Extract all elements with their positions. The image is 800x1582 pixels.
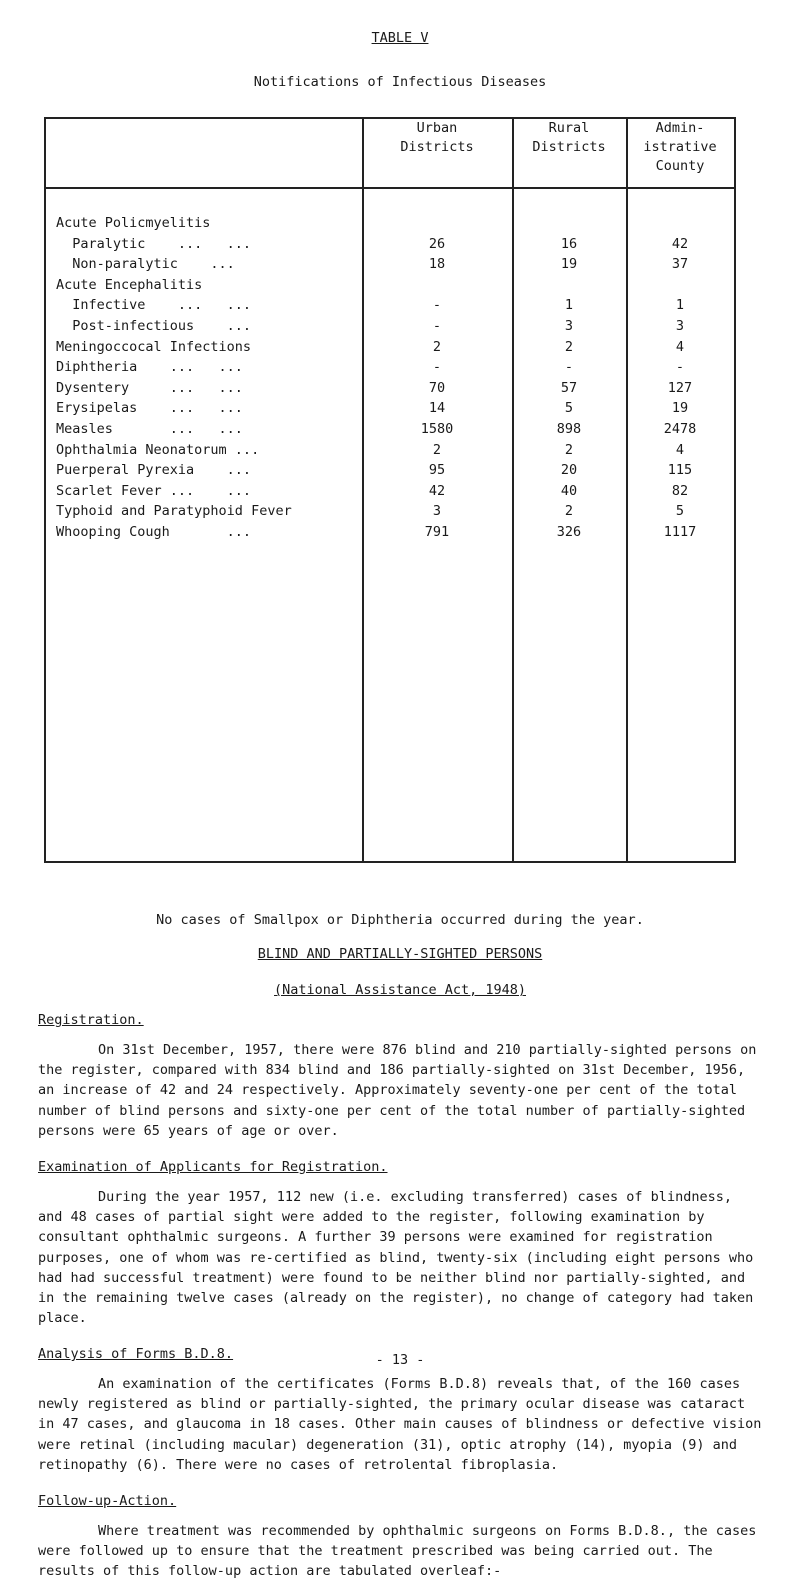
column-header-line: Rural xyxy=(548,120,590,136)
examination-paragraph: During the year 1957, 112 new (i.e. excluding transferred) cases of blindness, and 48 cases of partial sight were added to the register, following examination by consultant ophthalmic surgeons. A further 39 persons were examined for registration purposes, one of whom was re-certified as blind, twenty-six (including eight persons who had had successful treatment) were found to be neither blind nor partially-sighted, and in the remaining twelve cases (already on the register), no change of category had taken place. xyxy=(38,1189,754,1327)
analysis-heading: Analysis of Forms B.D.8. xyxy=(38,1346,234,1362)
table-cell: 26 xyxy=(428,235,446,252)
table-cell: 2 xyxy=(564,503,574,520)
followup-heading: Follow-up-Action. xyxy=(38,1493,177,1509)
column-header xyxy=(504,119,634,157)
section-subheading: (National Assistance Act, 1948) xyxy=(274,982,526,998)
table-cell: 115 xyxy=(667,462,693,479)
table-cell: 3 xyxy=(564,318,574,334)
table-right-border xyxy=(734,117,736,862)
table-cell: 19 xyxy=(560,256,578,273)
table-cell: 1580 xyxy=(420,421,454,437)
table-cell: 3 xyxy=(432,503,442,520)
table-cell: 20 xyxy=(560,462,578,479)
table-cell: 4 xyxy=(675,338,685,355)
table-cell: 2 xyxy=(432,338,442,355)
page-number: - 13 - xyxy=(375,1352,425,1368)
table-subtitle: Notifications of Infectious Diseases xyxy=(253,74,547,90)
note-text: No cases of Smallpox or Diphtheria occurred during the year. xyxy=(156,912,644,928)
row-label: Paralytic ... ... xyxy=(56,235,252,252)
table-cell: 2 xyxy=(432,441,442,458)
table-cell: 42 xyxy=(428,482,446,499)
table-cell: 18 xyxy=(428,256,446,273)
table-cell: 3 xyxy=(675,318,685,334)
table-cell: 2 xyxy=(564,338,574,355)
table-cell: 1117 xyxy=(663,524,697,540)
table-cell: 326 xyxy=(556,524,582,540)
column-header-line: Districts xyxy=(400,139,474,155)
row-label: Scarlet Fever ... ... xyxy=(56,482,252,499)
table-cell: 57 xyxy=(560,379,578,396)
row-label: Diphtheria ... ... xyxy=(56,359,243,376)
table-cell: - xyxy=(432,359,442,376)
column-header xyxy=(630,119,730,176)
row-label: Erysipelas ... ... xyxy=(56,400,243,417)
row-label: Ophthalmia Neonatorum ... xyxy=(56,441,260,458)
table-cell: - xyxy=(675,359,685,376)
table-divider-2 xyxy=(512,117,514,862)
table-cell: 82 xyxy=(671,482,689,499)
column-header-line: istrative xyxy=(643,139,717,155)
row-label: Non-paralytic ... xyxy=(56,256,235,273)
table-cell: - xyxy=(432,318,442,334)
column-header-line: Admin- xyxy=(655,120,705,136)
table-cell: 1 xyxy=(564,297,574,314)
table-cell: - xyxy=(432,297,442,314)
table-cell: 70 xyxy=(428,379,446,396)
table-divider-1 xyxy=(362,117,364,862)
table-cell: 5 xyxy=(564,400,574,417)
table-title: TABLE V xyxy=(371,30,429,46)
table-header-border xyxy=(44,187,736,189)
row-label: Typhoid and Paratyphoid Fever xyxy=(56,503,292,520)
table-left-border xyxy=(44,117,46,862)
row-label: Dysentery ... ... xyxy=(56,379,243,396)
notifications-table xyxy=(44,117,736,862)
table-divider-3 xyxy=(626,117,628,862)
column-header-line: County xyxy=(655,158,705,174)
table-cell: 5 xyxy=(675,503,685,520)
table-cell: 95 xyxy=(428,462,446,479)
row-label: Post-infectious ... xyxy=(56,318,252,334)
row-label: Meningoccocal Infections xyxy=(56,338,252,355)
row-label: Infective ... ... xyxy=(56,297,252,314)
table-cell: 42 xyxy=(671,235,689,252)
table-cell: - xyxy=(564,359,574,376)
row-label: Acute Encephalitis xyxy=(56,276,203,293)
table-bottom-border xyxy=(44,861,736,863)
table-cell: 37 xyxy=(671,256,689,273)
table-cell: 4 xyxy=(675,441,685,458)
table-cell: 14 xyxy=(428,400,446,417)
section-heading: BLIND AND PARTIALLY-SIGHTED PERSONS xyxy=(257,946,543,962)
table-cell: 127 xyxy=(667,379,693,396)
examination-heading: Examination of Applicants for Registration. xyxy=(38,1159,388,1175)
table-cell: 791 xyxy=(424,524,450,540)
row-label: Acute Policmyelitis xyxy=(56,215,211,231)
column-header-line: Urban xyxy=(416,120,458,136)
table-cell: 1 xyxy=(675,297,685,314)
registration-paragraph: On 31st December, 1957, there were 876 blind and 210 partially-sighted persons on the register, compared with 834 blind and 186 partially-sighted on 31st December, 1956, an increase of 42 and 24 respectively. Approximately seventy-one per cent of the total number of blind persons and sixty-one per cent of the total number of partially-sighted persons were 65 years of age or over. xyxy=(38,1042,757,1139)
followup-paragraph: Where treatment was recommended by ophthalmic surgeons on Forms B.D.8., the cases were followed up to ensure that the treatment prescribed was being carried out. The results of this follow-up action are tabulated overleaf:- xyxy=(38,1523,757,1580)
table-cell: 16 xyxy=(560,235,578,252)
analysis-paragraph: An examination of the certificates (Forms B.D.8) reveals that, of the 160 cases newly registered as blind or partially-sighted, the primary ocular disease was cataract in 47 cases, and glaucoma in 18 cases. Other main causes of blindness or defective vision were retinal (including macular) degeneration (31), optic atrophy (14), myopia (9) and retinopathy (6). There were no cases of retrolental fibroplasia. xyxy=(38,1376,762,1473)
row-label: Puerperal Pyrexia ... xyxy=(56,462,252,479)
table-cell: 40 xyxy=(560,482,578,499)
registration-heading: Registration. xyxy=(38,1012,144,1028)
table-cell: 898 xyxy=(556,421,582,437)
column-header-line: Districts xyxy=(532,139,606,155)
row-label: Whooping Cough ... xyxy=(56,524,252,540)
table-cell: 2 xyxy=(564,441,574,458)
row-label: Measles ... ... xyxy=(56,421,243,437)
table-cell: 2478 xyxy=(663,421,697,437)
table-cell: 19 xyxy=(671,400,689,417)
column-header xyxy=(367,119,507,157)
